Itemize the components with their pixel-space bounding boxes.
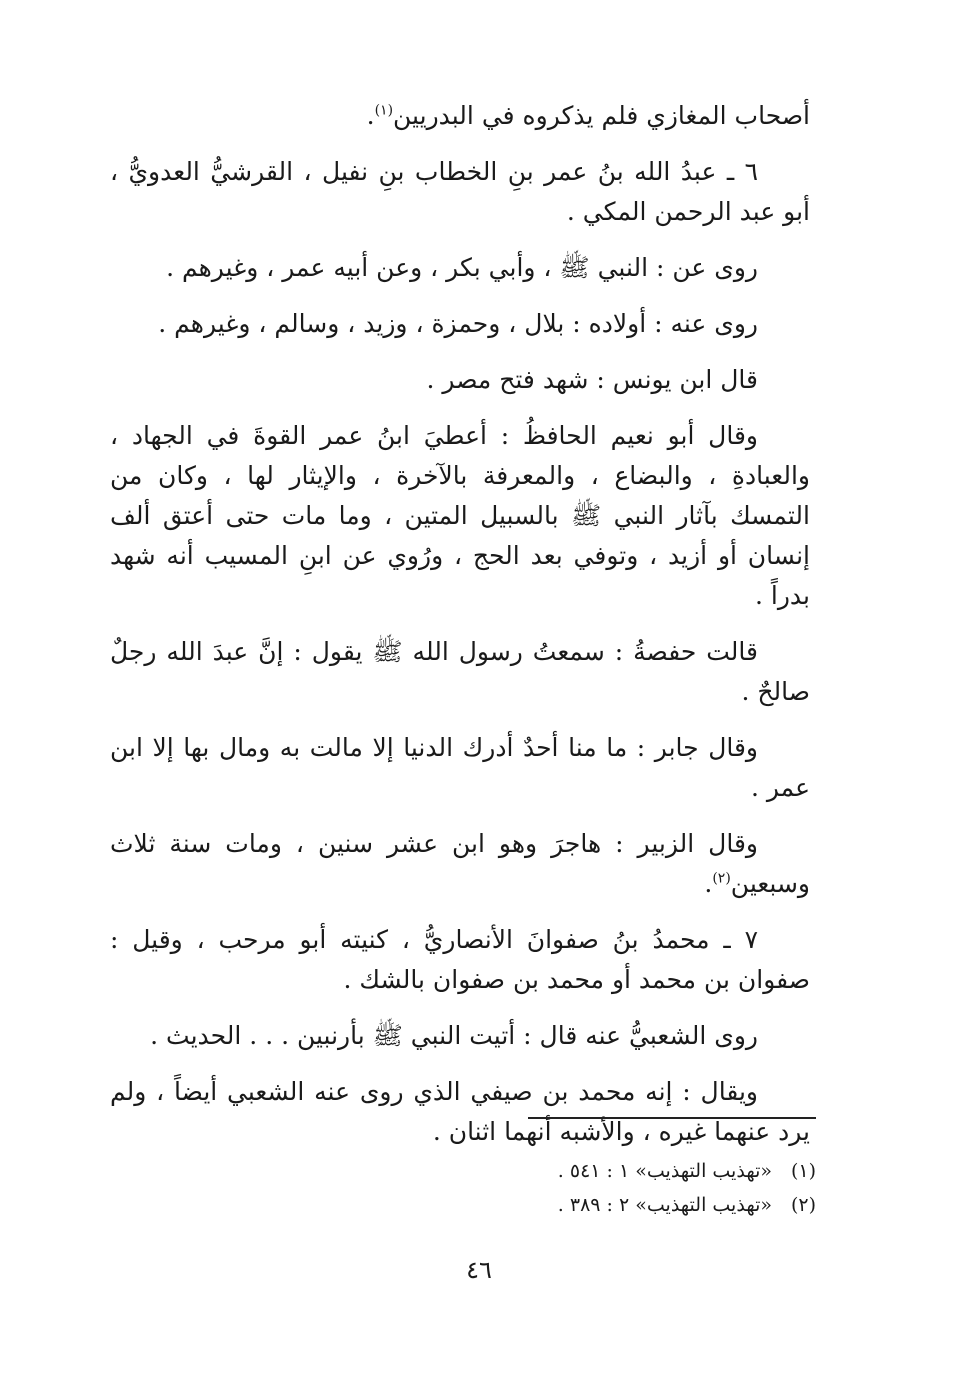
footnote (300, 1154, 816, 1188)
footnotes (300, 1154, 816, 1222)
paragraph: ٧ ـ محمدُ بنُ صفوانَ الأنصاريُّ ، كنيته أبو مرحب ، وقيل : صفوان بن محمد أو محمد بن صفوان بالشك . (110, 925, 810, 994)
paragraph: روى عنه : أولاده : بلال ، وحمزة ، وزيد ، وسالم ، وغيرهم . (158, 309, 758, 338)
paragraph: قال ابن يونس : شهد فتح مصر . (426, 365, 758, 394)
paragraph: وقال جابر : ما منا أحدٌ أدرك الدنيا إلا مالت به ومال بها إلا ابن عمر . (110, 733, 810, 802)
footnote-ref: (٢) (712, 870, 731, 887)
main-text (110, 96, 810, 1168)
paragraph: وقال الزبير : هاجرَ وهو ابن عشر سنين ، ومات سنة ثلاث وسبعين$^{(٢)}$. (110, 829, 810, 898)
paragraph: أصحاب المغازي فلم يذكروه في البدريين$^{(١)}$. (366, 101, 810, 130)
footnote-text: «تهذيب التهذيب» ١ : ٥٤١ . (557, 1160, 772, 1182)
footnote-ref: (١) (374, 102, 394, 119)
footnote (300, 1188, 816, 1222)
page-number: ٤٦ (466, 1256, 492, 1284)
footnote-text: «تهذيب التهذيب» ٢ : ٣٨٩ . (557, 1194, 772, 1216)
paragraph: روى عن : النبي ﷺ ، وأبي بكر ، وعن أبيه عمر ، وغيرهم . (166, 253, 758, 282)
paragraph: ٦ ـ عبدُ الله بنُ عمر بنِ الخطاب بنِ نفيل ، القرشيُّ العدويُّ ، أبو عبد الرحمن المكي . (110, 157, 810, 226)
footnote-number: (٢) (790, 1194, 816, 1216)
footnote-divider (528, 1117, 816, 1119)
paragraph: وقال أبو نعيم الحافظُ : أعطيَ ابنُ عمر القوةَ في الجهاد ، والعبادةِ ، والبضاع ، والمعرفة بالآخرة ، والإيثار لها ، وكان من التمسك بآثار النبي ﷺ بالسبيل المتين ، وما مات حتى أعتق ألف إنسان أو أزيد ، وتوفي بعد الحج ، ورُوي عن ابنِ المسيب أنه شهد بدراً . (110, 421, 810, 610)
paragraph: ويقال : إنه محمد بن صيفي الذي روى عنه الشعبي أيضاً ، ولم يرد عنهما غيره ، والأشبه أنهما اثنان . (110, 1077, 810, 1146)
paragraph: قالت حفصةُ : سمعتُ رسول الله ﷺ يقول : إنَّ عبدَ الله رجلٌ صالحٌ . (110, 637, 810, 706)
paragraph: روى الشعبيُّ عنه قال : أتيت النبي ﷺ بأرنبين . . . الحديث . (150, 1021, 758, 1050)
footnote-number: (١) (790, 1160, 816, 1182)
